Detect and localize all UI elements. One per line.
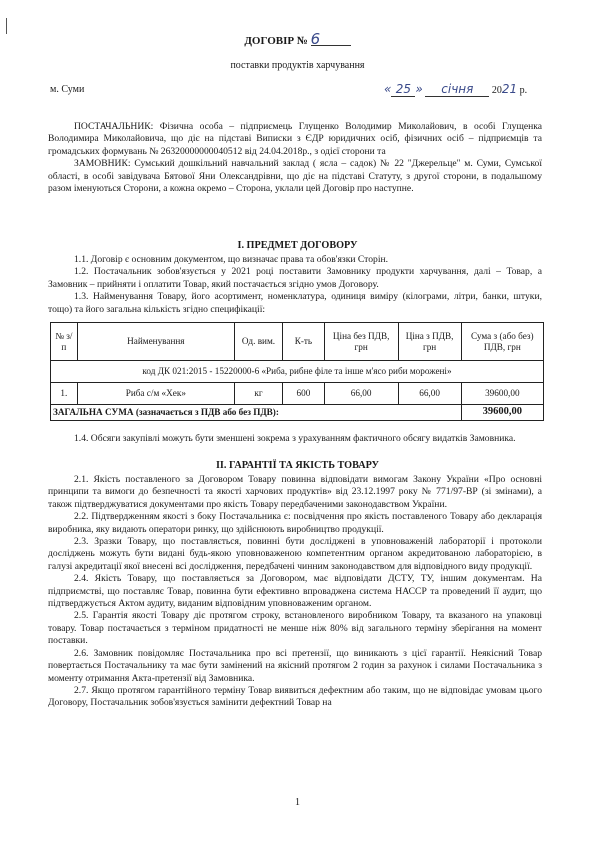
header-unit: Од. вим. (234, 323, 282, 361)
clause-2-2: 2.2. Підтвердженням якості з боку Постачальника є: посвідчення про якість поставленого Товару або декларація виробника, яку видають оператори ринку, що здійснюють виробництво продукції. (48, 511, 542, 535)
date-year-handwritten: 21 (501, 82, 518, 96)
row-sum: 39600,00 (461, 383, 543, 405)
row-price-no-vat: 66,00 (324, 383, 398, 405)
clause-2-6: 2.6. Замовник повідомляє Постачальника про всі претензії, що виникають з цієї гарантії. Неякісний Товар повертається Постачальнику та має бути замінений на якісний протягом 2 годин за рахунок і силами Постачальника з моменту отримання Акта-претензії від Замовника. (48, 647, 542, 684)
date-open-quote: « (384, 82, 392, 96)
clause-1-2: 1.2. Постачальник зобов'язується у 2021 році поставити Замовнику продукти харчування, далі – Товар, а Замовник – прийняти і оплатити Товар, який постачається згідно умов Договору. (48, 266, 542, 290)
clause-2-5: 2.5. Гарантія якості Товару діє протягом строку, встановленого виробником Товару, та вказаного на упаковці товару. Товар постачається з терміном придатності не менше ніж 80% від загального терміну зберігання на момент поставки. (48, 610, 542, 647)
clause-2-7: 2.7. Якщо протягом гарантійного терміну Товар виявиться дефектним або таким, що не відповідає умовам цього Договору, Постачальник зобов'язується замінити дефектний Товар на (48, 684, 542, 709)
contract-number-handwritten: 6 (311, 33, 351, 46)
section-2-title: ІІ. ГАРАНТІЇ ТА ЯКІСТЬ ТОВАРУ (215, 460, 380, 471)
contract-title-text: ДОГОВІР № (244, 35, 308, 47)
total-label: ЗАГАЛЬНА СУМА (зазначається з ПДВ або без ПДВ): (51, 405, 462, 421)
code-cell: код ДК 021:2015 - 15220000-6 «Риба, рибне філе та інше м'ясо риби морожені» (51, 361, 544, 383)
date-day-handwritten: 25 (391, 82, 415, 97)
section-1-body (48, 254, 542, 316)
row-num: 1. (51, 383, 78, 405)
section-2-body (48, 474, 542, 710)
table-header-row (51, 323, 544, 361)
section-1-title: І. ПРЕДМЕТ ДОГОВОРУ (237, 240, 358, 251)
section-1-tail (48, 433, 542, 445)
contract-date (384, 82, 527, 97)
header-qty: К-ть (283, 323, 325, 361)
header-price-no-vat: Ціна без ПДВ, грн (324, 323, 398, 361)
date-close-quote: » (415, 82, 423, 96)
header-sum: Сума з (або без) ПДВ, грн (461, 323, 543, 361)
date-year-unit: р. (519, 85, 528, 96)
total-value: 39600,00 (461, 405, 543, 421)
clause-1-1: 1.1. Договір є основним документом, що визначає права та обов'язки Сторін. (74, 254, 389, 265)
table-code-row (51, 361, 544, 383)
date-month-handwritten: січня (425, 82, 489, 97)
preamble (48, 121, 542, 195)
clause-2-4: 2.4. Якість Товару, що поставляється за Договором, має відповідати ДСТУ, ТУ, іншим документам. На підприємстві, що поставляє Товар, повинна бути ефективно впроваджена система НАССР та проведений її аудит, що підтверджується Актом аудиту, виданим відповідним уповноваженим органом. (48, 573, 542, 610)
header-price-vat: Ціна з ПДВ, грн (398, 323, 461, 361)
contract-city: м. Суми (50, 84, 85, 95)
table-total-row (51, 405, 544, 421)
clause-1-3: 1.3. Найменування Товару, його асортимент, номенклатура, одиниця виміру (кілограми, літри, банки, штуки, тощо) та його загальна кількість згідно специфікації: (48, 291, 542, 315)
preamble-customer: ЗАМОВНИК: Сумський дошкільний навчальний заклад ( ясла – садок) № 22 "Джерельце" м. Суми, Сумської області, в особі завідувача Бятової Яни Олександрівни, що діє на підставі Статуту, з другої сторони, в подальшому разом іменуються Сторони, а кожна окремо – Сторона, уклали цей Договір про наступне. (48, 158, 542, 195)
row-name: Риба с/м «Хек» (77, 383, 234, 405)
row-unit: кг (234, 383, 282, 405)
clause-2-3: 2.3. Зразки Товару, що поставляється, повинні бути досліджені в уповноваженій лабораторії і протоколи досліджень можуть бути видані будь-якою уповноваженою компетентним органом акредитованою лабораторією, в галузі акредитації якої внесені всі дослідження, передбачені чинним законодавством для відповідного виду продукції. (48, 536, 542, 572)
date-year-prefix: 20 (491, 85, 502, 96)
table-row (51, 383, 544, 405)
page-number: 1 (295, 797, 300, 808)
row-price-vat: 66,00 (398, 383, 461, 405)
clause-1-4: 1.4. Обсяги закупівлі можуть бути зменшені зокрема з урахуванням фактичного обсягу видатків Замовника. (74, 433, 516, 444)
preamble-supplier: ПОСТАЧАЛЬНИК: Фізична особа – підприємець Глущенко Володимир Миколайович, в особі Глущенка Володимира Миколайовича, що діє на підставі Виписки з ЄДР юридичних осіб, фізичних осіб – підприємців та громадських формувань № 2632000000004051​2 від 24.04.2018р., з одієї сторони та (48, 121, 542, 157)
binder-mark (6, 18, 7, 34)
row-qty: 600 (283, 383, 325, 405)
specification-table (50, 322, 544, 421)
clause-2-1: 2.1. Якість поставленого за Договором Товару повинна відповідати вимогам Закону України «Про основні принципи та вимоги до безпечності та якості харчових продуктів» від 23.12.1997 року № 771/97-ВР (зі змінами), а також підтверджуватися документами про якість Товару передбаченими законодавством України. (48, 474, 542, 510)
contract-subtitle: поставки продуктів харчування (230, 60, 365, 71)
header-name: Найменування (77, 323, 234, 361)
header-num: № з/п (51, 323, 78, 361)
contract-title (0, 30, 595, 48)
